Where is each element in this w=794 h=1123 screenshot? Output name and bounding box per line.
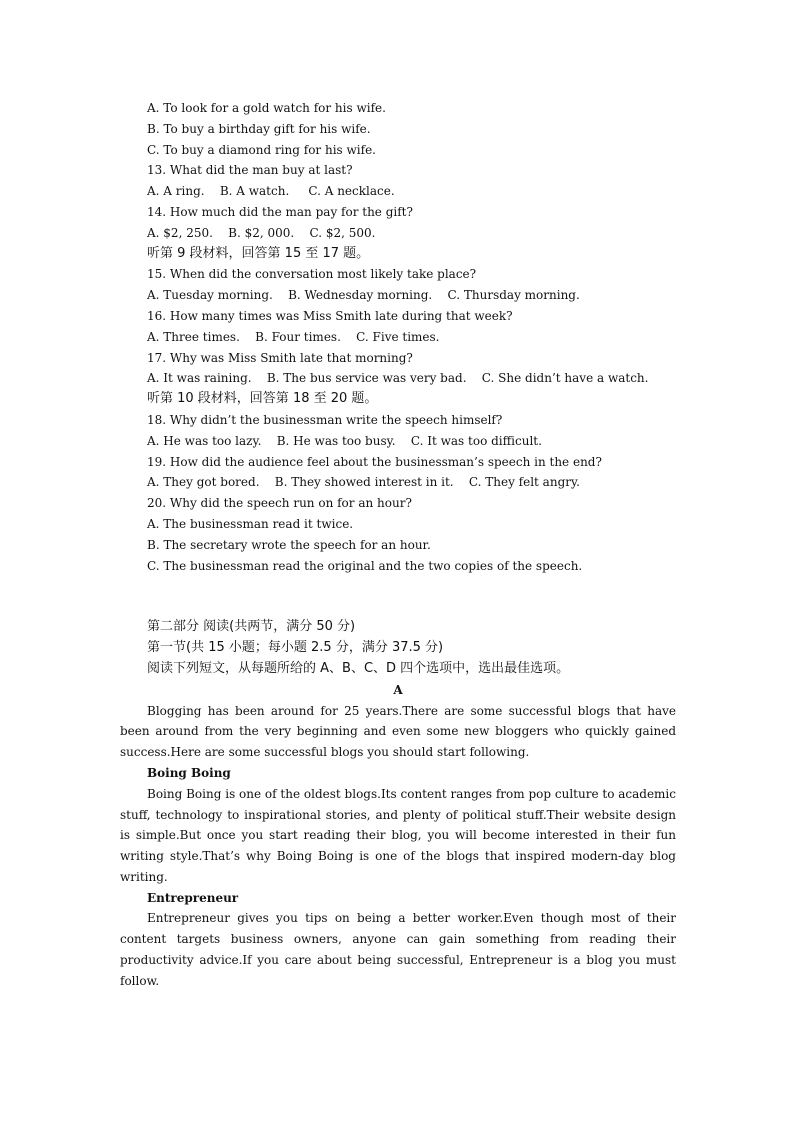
reading-instruction: 阅读下列短文，从每题所给的 A、B、C、D 四个选项中，选出最佳选项。: [147, 660, 570, 676]
question-19-options: A. They got bored. B. They showed interest in it. C. They felt angry.: [147, 475, 580, 490]
option-line: A. To look for a gold watch for his wife.: [147, 101, 386, 115]
passage-label: A: [393, 682, 403, 697]
page-content: [120, 98, 676, 992]
question-19: 19. How did the audience feel about the businessman’s speech in the end?: [147, 454, 602, 469]
section-9-instruction: 听第 9 段材料，回答第 15 至 17 题。: [147, 245, 370, 261]
question-17-options: A. It was raining. B. The bus service was very bad. C. She didn’t have a watch.: [147, 371, 649, 386]
question-17: 17. Why was Miss Smith late that morning?: [147, 350, 413, 365]
question-20: 20. Why did the speech run on for an hour?: [147, 496, 412, 511]
question-13-options: A. A ring. B. A watch. C. A necklace.: [147, 184, 395, 199]
question-20-option-c: C. The businessman read the original and the two copies of the speech.: [147, 558, 583, 573]
passage-intro: Blogging has been around for 25 years.There are some successful blogs that have been around from the very beginning and even some new bloggers who quickly gained success.Here are some successful blogs you should start following.: [120, 703, 676, 760]
blog-title-entrepreneur: Entrepreneur: [147, 890, 239, 905]
reading-part-title: 第二部分 阅读(共两节，满分 50 分): [147, 619, 356, 635]
blog-text-boing-boing: Boing Boing is one of the oldest blogs.Its content ranges from pop culture to academic stuff, technology to inspirational stories, and plenty of political stuff.Their website design is simple.But once you start reading their blog, you will become interested in their fun writing style.That’s why Boing Boing is one of the blogs that inspired modern-day blog writing.: [120, 786, 676, 884]
question-18: 18. Why didn’t the businessman write the speech himself?: [147, 412, 503, 427]
question-14-options: A. $2, 250. B. $2, 000. C. $2, 500.: [147, 225, 376, 240]
question-18-options: A. He was too lazy. B. He was too busy. C. It was too difficult.: [147, 433, 542, 448]
blog-title-boing-boing: Boing Boing: [147, 765, 231, 780]
question-15-options: A. Tuesday morning. B. Wednesday morning. C. Thursday morning.: [147, 288, 580, 303]
question-20-option-a: A. The businessman read it twice.: [147, 516, 354, 531]
option-line: B. To buy a birthday gift for his wife.: [147, 121, 371, 136]
section-gap: [120, 576, 676, 617]
question-13: 13. What did the man buy at last?: [147, 163, 353, 178]
reading-section-title: 第一节(共 15 小题；每小题 2.5 分，满分 37.5 分): [147, 640, 444, 656]
question-20-option-b: B. The secretary wrote the speech for an hour.: [147, 537, 431, 552]
blog-text-entrepreneur: Entrepreneur gives you tips on being a better worker.Even though most of their content targets business owners, anyone can gain something from reading their productivity advice.If you care about being successful, Entrepreneur is a blog you must follow.: [120, 911, 676, 988]
question-16-options: A. Three times. B. Four times. C. Five times.: [147, 329, 440, 344]
question-14: 14. How much did the man pay for the gift?: [147, 204, 413, 219]
question-16: 16. How many times was Miss Smith late during that week?: [147, 308, 513, 323]
section-10-instruction: 听第 10 段材料，回答第 18 至 20 题。: [147, 391, 378, 407]
question-15: 15. When did the conversation most likely take place?: [147, 267, 477, 282]
option-line: C. To buy a diamond ring for his wife.: [147, 142, 376, 157]
